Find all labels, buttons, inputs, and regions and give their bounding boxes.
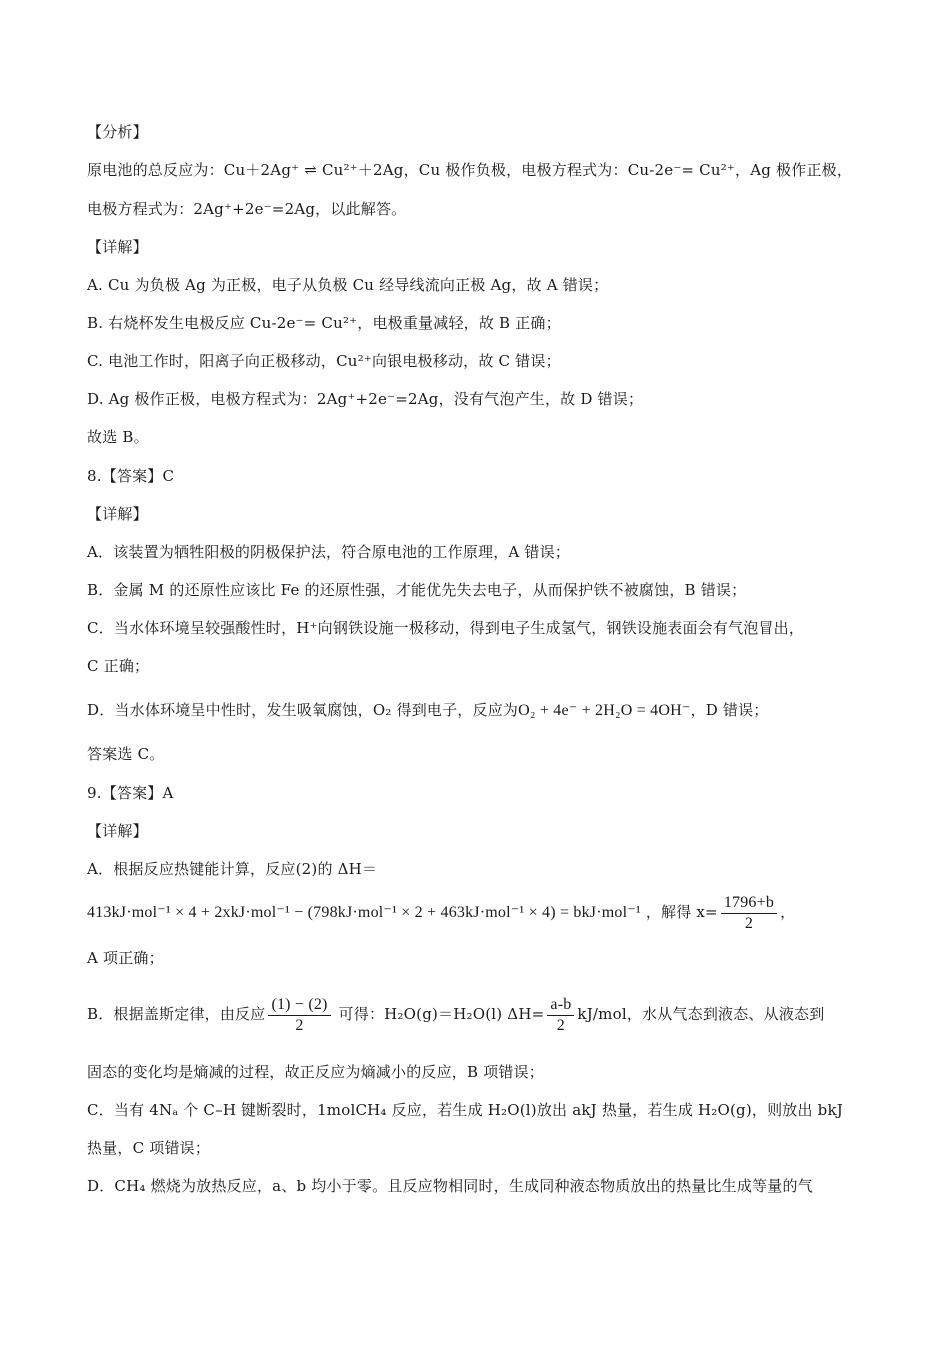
fraction-denominator: 2 <box>556 1016 565 1034</box>
fraction-numerator: (1) − (2) <box>268 995 330 1016</box>
option-line <box>87 994 880 1036</box>
question-title: 9.【答案】A <box>87 784 174 802</box>
equation-text: ，解得 x= <box>645 903 718 921</box>
equation-text: ， <box>780 903 796 921</box>
option-text: 可得：H₂O(g)＝H₂O(l) ΔH= <box>338 1005 545 1023</box>
fraction <box>547 995 574 1036</box>
option-line: A．该装置为牺牲阳极的阴极保护法，符合原电池的工作原理，A 错误； <box>87 543 571 561</box>
option-line: D．CH₄ 燃烧为放热反应，a、b 均小于零。且反应物相同时，生成同种液态物质放出的热量比生成等量的气 <box>87 1177 813 1195</box>
detail-header: 【详解】 <box>87 238 148 256</box>
option-line: C．当有 4Nₐ 个 C–H 键断裂时，1molCH₄ 反应，若生成 H₂O(l)放出 akJ 热量，若生成 H₂O(g)，则放出 bkJ <box>87 1101 843 1119</box>
option-line: 固态的变化均是熵减的过程，故正反应为熵减小的反应，B 项错误； <box>87 1063 544 1081</box>
option-line: C．当水体环境呈较强酸性时，H⁺向钢铁设施一极移动，得到电子生成氢气，钢铁设施表面会有气泡冒出， <box>87 619 805 637</box>
option-line: B. 右烧杯发生电极反应 Cu-2e⁻= Cu²⁺，电极重量减轻，故 B 正确； <box>87 314 561 332</box>
option-line: A．根据反应热键能计算，反应(2)的 ΔH＝ <box>87 860 378 878</box>
equation: 413kJ·mol⁻¹ × 4 + 2xkJ·mol⁻¹ − (798kJ·mol⁻¹ × 2 + 463kJ·mol⁻¹ × 4) = bkJ·mol⁻¹ <box>87 904 641 921</box>
option-text: B．根据盖斯定律，由反应 <box>87 1005 266 1023</box>
fraction-denominator: 2 <box>295 1016 304 1034</box>
option-text: D．当水体环境呈中性时，发生吸氧腐蚀，O₂ 得到电子，反应为 <box>87 701 519 719</box>
analysis-line: 原电池的总反应为：Cu＋2Ag⁺ ⇌ Cu²⁺＋2Ag，Cu 极作负极，电极方程式为：Cu-2e⁻= Cu²⁺，Ag 极作正极， <box>87 161 853 179</box>
answer-line: 答案选 C。 <box>87 745 165 763</box>
option-line: 热量，C 项错误； <box>87 1139 211 1157</box>
detail-header: 【详解】 <box>87 505 148 523</box>
answer-line: 故选 B。 <box>87 428 149 446</box>
option-line: D. Ag 极作正极，电极方程式为：2Ag⁺+2e⁻=2Ag，没有气泡产生，故 D 错误； <box>87 390 644 408</box>
analysis-header: 【分析】 <box>87 123 148 141</box>
equation: O₂ + 4e⁻ + 2H₂O = 4OH⁻ <box>518 702 691 719</box>
equation-line <box>87 892 880 934</box>
option-line: A 项正确； <box>87 949 164 967</box>
fraction-numerator: a-b <box>547 995 574 1016</box>
analysis-line: 电极方程式为：2Ag⁺+2e⁻=2Ag，以此解答。 <box>87 200 407 218</box>
fraction-numerator: 1796+b <box>721 893 777 914</box>
option-line: C 正确； <box>87 657 150 675</box>
option-line: C. 电池工作时，阳离子向正极移动，Cu²⁺向银电极移动，故 C 错误； <box>87 352 561 370</box>
option-line <box>87 700 880 721</box>
option-line: A. Cu 为负极 Ag 为正极，电子从负极 Cu 经导线流向正极 Ag，故 A 错误； <box>87 276 609 294</box>
detail-header: 【详解】 <box>87 822 148 840</box>
option-text: kJ/mol，水从气态到液态、从液态到 <box>577 1005 825 1023</box>
fraction <box>721 893 777 934</box>
option-text: ，D 错误； <box>690 701 769 719</box>
fraction <box>268 995 330 1036</box>
question-title: 8.【答案】C <box>87 467 175 485</box>
option-line: B．金属 M 的还原性应该比 Fe 的还原性强，才能优先失去电子，从而保护铁不被腐蚀，B 错误； <box>87 581 747 599</box>
fraction-denominator: 2 <box>744 914 754 932</box>
